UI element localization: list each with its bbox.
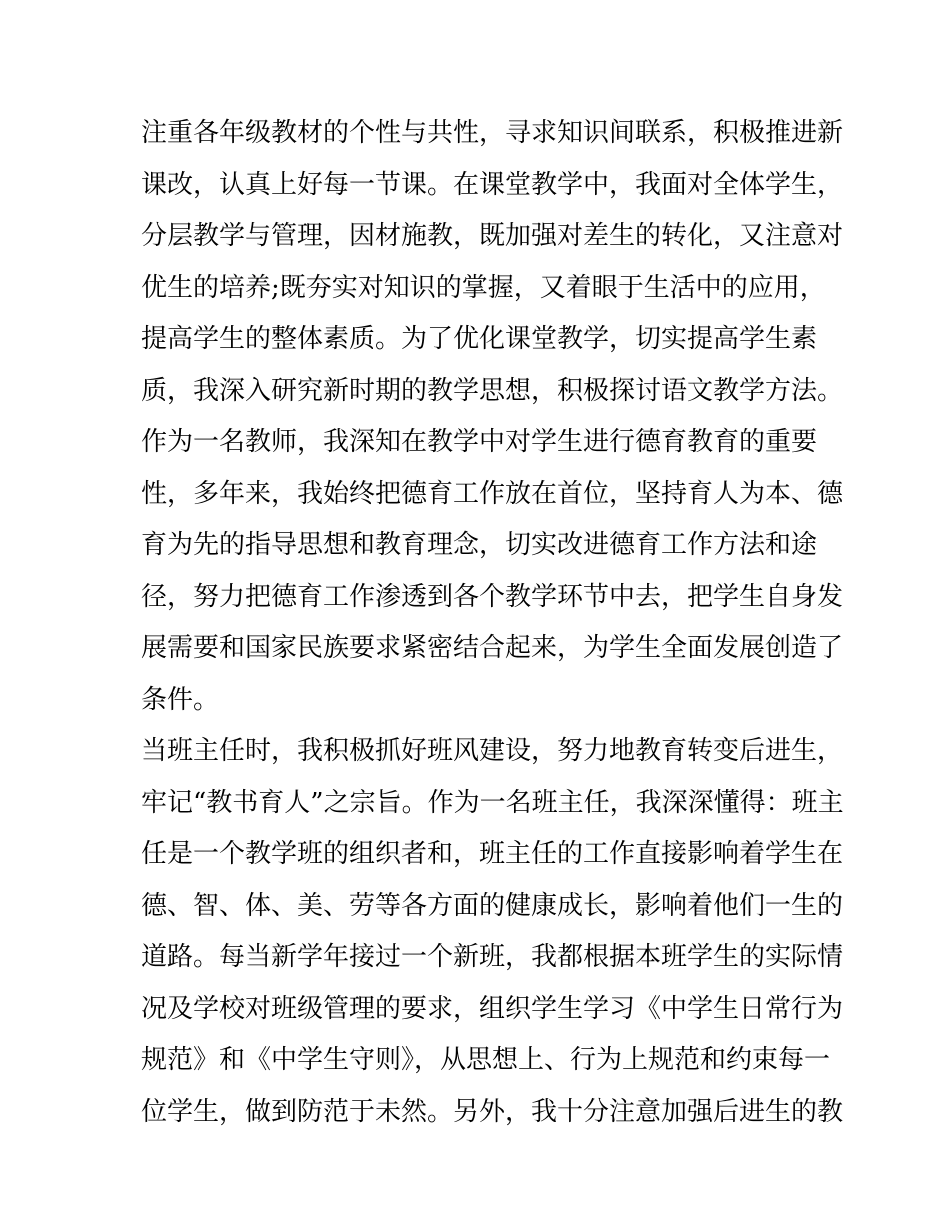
text-line: 育为先的指导思想和教育理念，切实改进德育工作方法和途 (141, 530, 818, 560)
text-line: 性，多年来，我始终把德育工作放在首位，坚持育人为本、德 (141, 478, 844, 509)
text-line: 优生的培养;既夯实对知识的掌握，又着眼于生活中的应用， (141, 272, 826, 303)
text-line: 注重各年级教材的个性与共性，寻求知识间联系，积极推进新 (141, 118, 844, 148)
text-line: 分层教学与管理，因材施教，既加强对差生的转化，又注意对 (141, 221, 844, 251)
text-line: 条件。 (141, 684, 220, 715)
text-line: 提高学生的整体素质。为了优化课堂教学，切实提高学生素 (141, 324, 818, 354)
text-line: 课改，认真上好每一节课。在课堂教学中，我面对全体学生， (141, 169, 844, 200)
text-line: 径，努力把德育工作渗透到各个教学环节中去，把学生自身发 (141, 581, 844, 612)
text-line: 当班主任时，我积极抓好班风建设，努力地教育转变后进生， (141, 736, 844, 766)
text-line: 德、智、体、美、劳等各方面的健康成长，影响着他们一生的 (141, 890, 844, 921)
text-line: 况及学校对班级管理的要求，组织学生学习《中学生日常行为 (141, 993, 844, 1024)
text-line: 任是一个教学班的组织者和，班主任的工作直接影响着学生在 (141, 839, 844, 869)
body-text (141, 108, 844, 1138)
text-line: 展需要和国家民族要求紧密结合起来，为学生全面发展创造了 (141, 633, 844, 663)
text-line: 质，我深入研究新时期的教学思想，积极探讨语文教学方法。 (141, 375, 844, 406)
text-line: 位学生，做到防范于未然。另外，我十分注意加强后进生的教 (141, 1096, 844, 1127)
text-line: 道路。每当新学年接过一个新班，我都根据本班学生的实际情 (141, 942, 844, 972)
text-line: 牢记“教书育人”之宗旨。作为一名班主任，我深深懂得：班主 (141, 787, 844, 818)
text-line: 作为一名教师，我深知在教学中对学生进行德育教育的重要 (141, 427, 818, 457)
text-line: 规范》和《中学生守则》，从思想上、行为上规范和约束每一 (141, 1045, 831, 1075)
